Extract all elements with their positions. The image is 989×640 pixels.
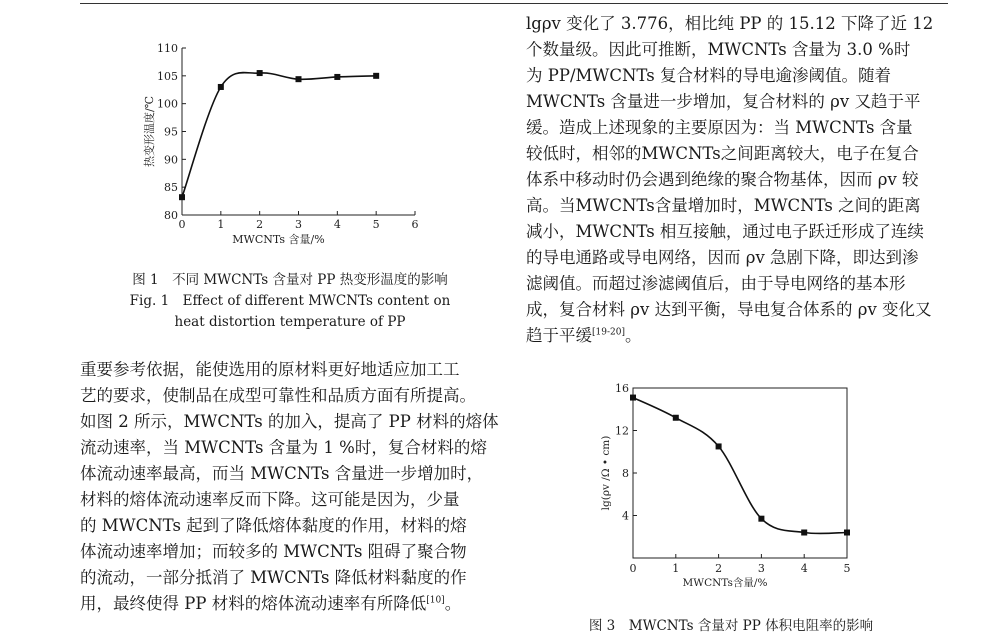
- y-tick-label: 80: [164, 209, 178, 222]
- right-para-line: [526, 141, 936, 167]
- y-tick-label: 12: [615, 424, 629, 438]
- y-tick-label: 100: [157, 97, 178, 111]
- left-para-line: [80, 539, 500, 565]
- y-tick-label: 110: [157, 42, 178, 55]
- x-tick-label: 6: [411, 218, 419, 231]
- left-para-line: [80, 435, 500, 461]
- right-para-line: [526, 271, 936, 297]
- data-point: [673, 415, 679, 421]
- y-axis-label: 热变形温度/℃: [143, 95, 156, 168]
- right-para-line: [526, 245, 936, 271]
- right-para-line-text: 高。当MWCNTs含量增加时，MWCNTs 之间的距离: [526, 196, 921, 215]
- x-axis-label: MWCNTs 含量/%: [232, 233, 325, 246]
- left-para-line: [80, 461, 500, 487]
- x-tick-label: 3: [295, 218, 302, 231]
- right-para-line: [526, 115, 936, 141]
- figure1-caption: [80, 270, 500, 333]
- y-tick-label: 90: [164, 153, 178, 167]
- x-tick-label: 3: [757, 562, 765, 575]
- right-para-line-text: 的导电通路或导电网络，因而 ρv 急剧下降，即达到渗: [526, 248, 919, 267]
- left-para-line-text: 如图 2 所示，MWCNTs 的加入，提高了 PP 材料的熔体: [80, 412, 499, 431]
- right-column-paragraph: [526, 11, 936, 349]
- data-point: [373, 73, 379, 79]
- right-para-line-text: 趋于平缓: [526, 326, 592, 345]
- right-para-line-text: 较低时，相邻的MWCNTs之间距离较大，电子在复合: [526, 144, 919, 163]
- right-para-line: [526, 323, 936, 349]
- left-para-line: [80, 513, 500, 539]
- right-para-line-text: 成，复合材料 ρv 达到平衡，导电复合体系的 ρv 变化又: [526, 300, 932, 319]
- left-para-line: [80, 487, 500, 513]
- right-para-line: [526, 167, 936, 193]
- end-punct: 。: [444, 594, 462, 613]
- right-para-line: [526, 63, 936, 89]
- y-tick-label: 16: [615, 382, 629, 395]
- x-tick-label: 0: [178, 218, 186, 231]
- right-para-line: [526, 89, 936, 115]
- left-para-line-text: 材料的熔体流动速率反而下降。这可能是因为，少量: [80, 490, 460, 509]
- left-para-line: [80, 565, 500, 591]
- x-tick-label: 4: [333, 218, 341, 231]
- x-tick-label: 1: [217, 218, 225, 231]
- left-para-line-text: 艺的要求，使制品在成型可靠性和品质方面有所提高。: [80, 386, 476, 405]
- right-para-line-text: MWCNTs 含量进一步增加，复合材料的 ρv 又趋于平: [526, 92, 921, 111]
- series-line: [182, 73, 376, 198]
- figure3-caption: [526, 616, 936, 637]
- left-para-line-text: 的流动，一部分抵消了 MWCNTs 降低材料黏度的作: [80, 568, 467, 587]
- x-tick-label: 4: [800, 562, 808, 575]
- right-para-line-text: 为 PP/MWCNTs 复合材料的导电逾渗阈值。随着: [526, 66, 891, 85]
- figure1-caption-en-2: heat distortion temperature of PP: [174, 314, 406, 330]
- y-tick-label: 105: [157, 69, 178, 83]
- left-para-line: [80, 409, 500, 435]
- data-point: [758, 516, 764, 522]
- left-para-line-text: 重要参考依据，能使选用的原材料更好地适应加工工: [80, 360, 460, 379]
- right-para-line-text: 缓。造成上述现象的主要原因为：当 MWCNTs 含量: [526, 118, 913, 137]
- figure1-caption-en-1: Fig. 1 Effect of different MWCNTs content on: [129, 293, 451, 309]
- data-point: [844, 530, 850, 536]
- right-para-line-text: 体系中移动时仍会遇到绝缘的聚合物基体，因而 ρv 较: [526, 170, 919, 189]
- left-column-paragraph: [80, 357, 500, 617]
- figure1-caption-zh: 图 1 不同 MWCNTs 含量对 PP 热变形温度的影响: [132, 272, 448, 288]
- right-para-line: [526, 37, 936, 63]
- data-point: [334, 74, 340, 80]
- x-tick-label: 2: [715, 562, 723, 575]
- y-tick-label: 4: [622, 509, 629, 523]
- right-para-line-text: 减小，MWCNTs 相互接触，通过电子跃迁形成了连续: [526, 222, 924, 241]
- figure3-caption-zh: 图 3 MWCNTs 含量对 PP 体积电阻率的影响: [588, 618, 874, 634]
- top-rule: [80, 3, 948, 4]
- data-point: [630, 395, 636, 401]
- right-para-line: [526, 297, 936, 323]
- right-para-line: [526, 193, 936, 219]
- citation-ref: [19-20]: [592, 327, 625, 338]
- left-para-line: [80, 591, 500, 617]
- series-line: [633, 398, 847, 534]
- x-tick-label: 5: [843, 562, 851, 575]
- data-point: [716, 443, 722, 449]
- x-tick-label: 0: [629, 562, 637, 575]
- right-para-line-text: lgρv 变化了 3.776，相比纯 PP 的 15.12 下降了近 12: [526, 14, 934, 33]
- y-tick-label: 8: [622, 467, 629, 480]
- left-para-line-text: 体流动速率增加；而较多的 MWCNTs 阻碍了聚合物: [80, 542, 467, 561]
- left-para-line-text: 用，最终使得 PP 材料的熔体流动速率有所降低: [80, 594, 427, 613]
- data-point: [257, 70, 263, 76]
- right-para-line: [526, 11, 936, 37]
- left-para-line-text: 体流动速率最高，而当 MWCNTs 含量进一步增加时，: [80, 464, 484, 483]
- heat-distortion-chart: [130, 40, 430, 255]
- right-para-line-text: 滤阈值。而超过渗滤阈值后，由于导电网络的基本形: [526, 274, 906, 293]
- x-tick-label: 1: [672, 562, 680, 575]
- right-para-line-text: 个数量级。因此可推断，MWCNTs 含量为 3.0 %时: [526, 40, 911, 59]
- y-tick-label: 85: [164, 181, 178, 195]
- y-tick-label: 95: [164, 125, 178, 139]
- left-para-line-text: 流动速率，当 MWCNTs 含量为 1 %时，复合材料的熔: [80, 438, 487, 457]
- volume-resistivity-chart: [585, 380, 875, 590]
- y-axis-label: lg(ρv /Ω • cm): [600, 435, 612, 511]
- x-tick-label: 2: [256, 218, 264, 231]
- right-para-line: [526, 219, 936, 245]
- x-axis-label: MWCNTs含量/%: [682, 577, 768, 589]
- data-point: [218, 84, 224, 90]
- citation-ref: [10]: [426, 595, 445, 606]
- plot-frame: [633, 388, 847, 558]
- data-point: [296, 76, 302, 82]
- left-para-line: [80, 383, 500, 409]
- left-para-line-text: 的 MWCNTs 起到了降低熔体黏度的作用，材料的熔: [80, 516, 467, 535]
- x-tick-label: 5: [372, 218, 380, 231]
- left-para-line: [80, 357, 500, 383]
- data-point: [801, 530, 807, 536]
- end-punct: 。: [624, 326, 642, 345]
- data-point: [179, 194, 185, 200]
